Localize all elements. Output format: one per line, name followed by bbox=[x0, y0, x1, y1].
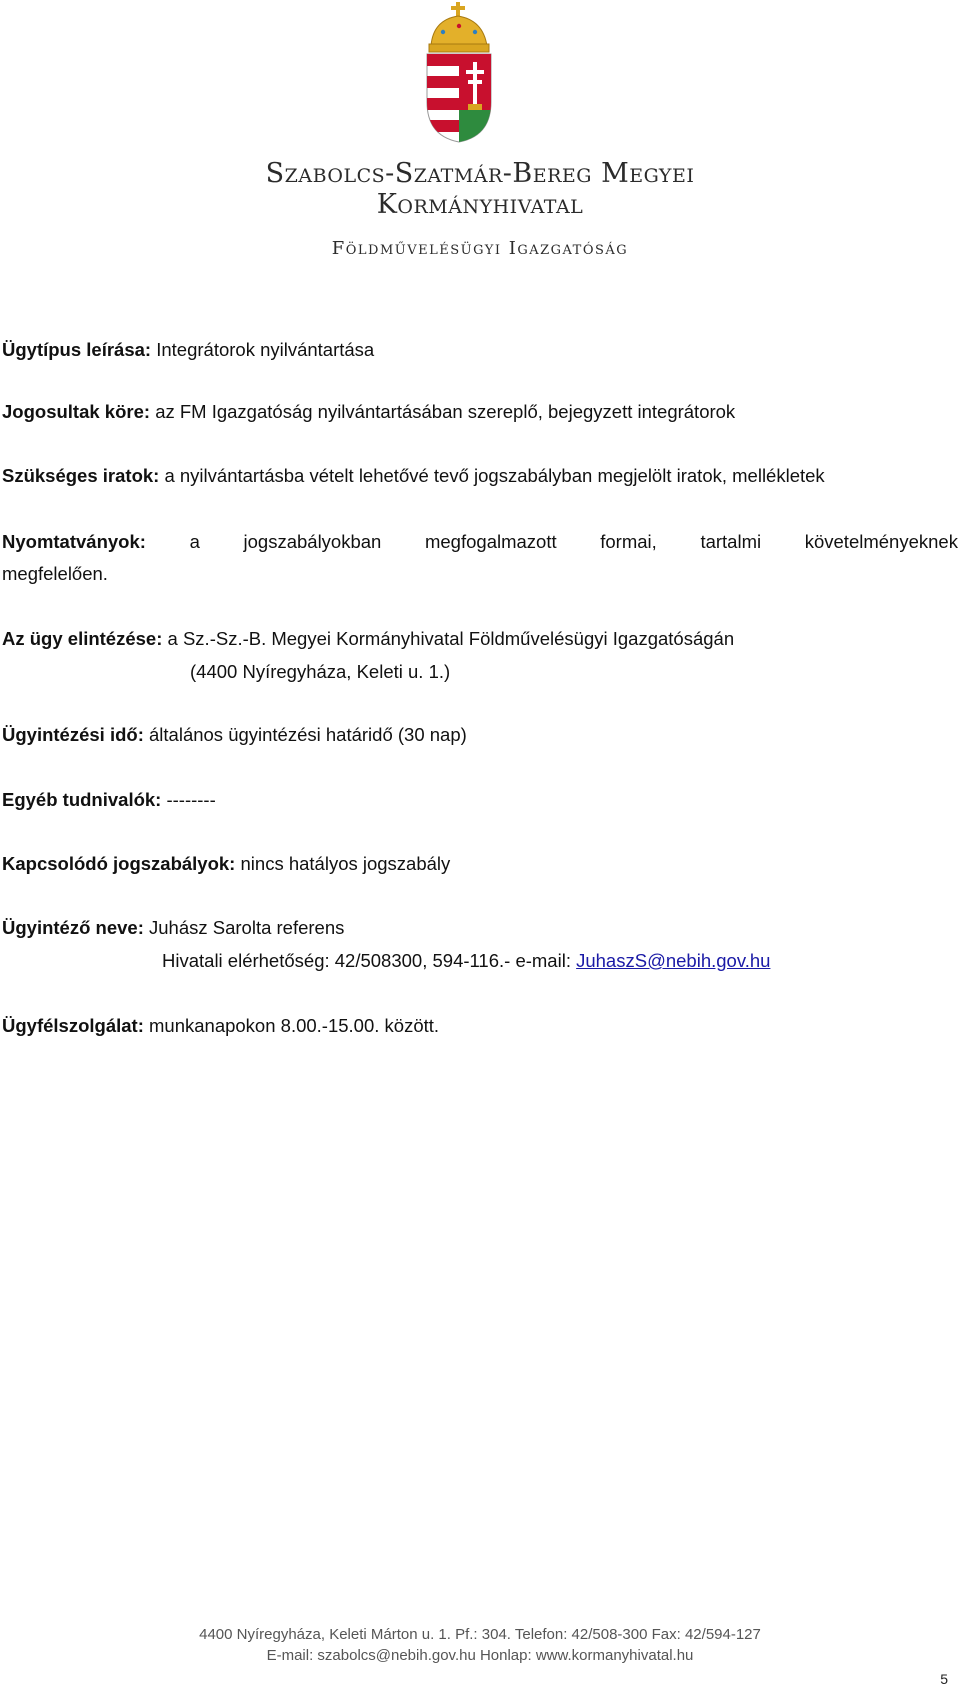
field-value-continuation: megfelelően. bbox=[2, 563, 108, 584]
field-ugyfelszolgalat bbox=[2, 1010, 960, 1042]
field-value: a nyilvántartásba vételt lehetővé tevő jogszabályban megjelölt iratok, mellékletek bbox=[164, 465, 825, 486]
field-value-word: a bbox=[189, 531, 200, 552]
coat-of-arms-logo bbox=[423, 2, 495, 144]
field-value-word: jogszabályokban bbox=[243, 531, 382, 552]
field-ugyintezesi-ido bbox=[2, 719, 960, 751]
field-value: a Sz.-Sz.-B. Megyei Kormányhivatal Földművelésügyi Igazgatóságán bbox=[167, 628, 735, 649]
field-label: Ügytípus leírása: bbox=[2, 339, 152, 360]
field-value: munkanapokon 8.00.-15.00. között. bbox=[149, 1015, 440, 1036]
field-value-word: megfogalmazott bbox=[424, 531, 557, 552]
org-name-line1: Szabolcs-Szatmár-Bereg Megyei bbox=[265, 158, 695, 189]
field-label: Szükséges iratok: bbox=[2, 465, 160, 486]
field-value: általános ügyintézési határidő (30 nap) bbox=[149, 724, 467, 745]
field-value: -------- bbox=[166, 789, 216, 810]
field-value-word: követelményeknek bbox=[804, 531, 958, 552]
field-egyeb-tudnivalok bbox=[2, 784, 960, 816]
field-label: Nyomtatványok: bbox=[2, 531, 146, 552]
field-value: Juhász Sarolta referens bbox=[149, 917, 345, 938]
field-value: nincs hatályos jogszabály bbox=[240, 853, 451, 874]
contact-text: Hivatali elérhetőség: 42/508300, 594-116.- e-mail: bbox=[162, 950, 571, 971]
footer-address: 4400 Nyíregyháza, Keleti Márton u. 1. Pf.: 304. Telefon: 42/508-300 Fax: 42/594-127 bbox=[199, 1626, 761, 1643]
field-label: Ügyfélszolgálat: bbox=[2, 1015, 144, 1036]
field-value-word: tartalmi bbox=[700, 531, 762, 552]
email-link[interactable]: JuhaszS@nebih.gov.hu bbox=[576, 950, 771, 971]
footer-contact: E-mail: szabolcs@nebih.gov.hu Honlap: www.kormanyhivatal.hu bbox=[266, 1647, 694, 1664]
org-department: Földművelésügyi Igazgatóság bbox=[331, 238, 629, 259]
field-szukseges-iratok bbox=[2, 460, 960, 492]
field-value: az FM Igazgatóság nyilvántartásában szereplő, bejegyzett integrátorok bbox=[155, 401, 736, 422]
field-jogosultak bbox=[2, 396, 960, 428]
field-label: Ügyintéző neve: bbox=[2, 917, 144, 938]
field-label: Az ügy elintézése: bbox=[2, 628, 163, 649]
field-kapcsolodo-jogszabalyok bbox=[2, 848, 960, 880]
field-value: Integrátorok nyilvántartása bbox=[156, 339, 375, 360]
field-ugy-elintezese-address: (4400 Nyíregyháza, Keleti u. 1.) bbox=[190, 661, 451, 682]
field-ugytipus bbox=[2, 334, 960, 366]
field-label: Jogosultak köre: bbox=[2, 401, 151, 422]
field-label: Egyéb tudnivalók: bbox=[2, 789, 162, 810]
org-name-line2: Kormányhivatal bbox=[376, 189, 584, 220]
field-ugyintezo-neve bbox=[2, 912, 960, 944]
field-label: Ügyintézési idő: bbox=[2, 724, 144, 745]
contact-line bbox=[162, 945, 770, 977]
field-label: Kapcsolódó jogszabályok: bbox=[2, 853, 236, 874]
page-number: 5 bbox=[940, 1671, 948, 1687]
field-nyomtatvanyok bbox=[2, 526, 960, 590]
field-ugy-elintezese bbox=[2, 623, 960, 655]
field-value-word: formai, bbox=[600, 531, 657, 552]
